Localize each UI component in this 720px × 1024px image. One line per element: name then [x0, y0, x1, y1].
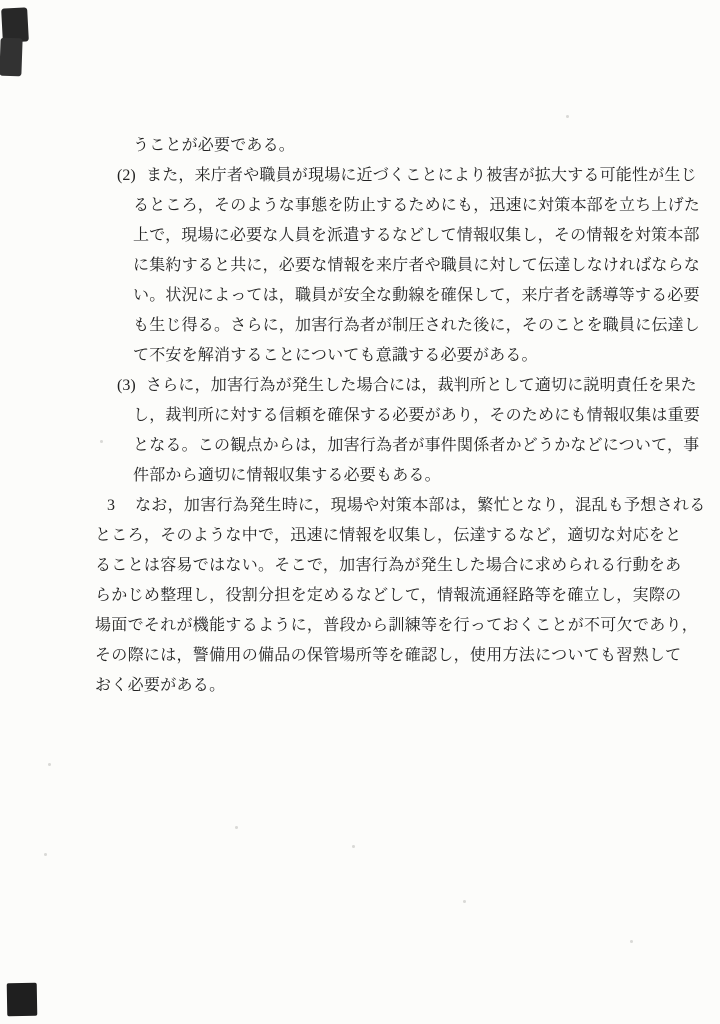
scan-speck	[566, 115, 569, 118]
text-line	[0, 401, 720, 431]
text-line	[0, 671, 720, 701]
line-text: さらに，加害行為が発生した場合には，裁判所として適切に説明責任を果た	[146, 377, 697, 394]
line-text: ることは容易ではない。そこで，加害行為が発生した場合に求められる行動をあ	[95, 557, 682, 574]
scan-speck	[463, 900, 466, 903]
line-text: おく必要がある。	[95, 677, 226, 694]
scan-speck	[352, 845, 355, 848]
text-line	[0, 521, 720, 551]
text-line	[0, 641, 720, 671]
document-text-block	[0, 131, 720, 701]
line-text: その際には，警備用の備品の保管場所等を確認し，使用方法についても習熟して	[95, 647, 682, 664]
text-line	[0, 581, 720, 611]
text-line	[0, 191, 720, 221]
list-marker: (2)	[117, 167, 136, 184]
line-text: るところ，そのような事態を防止するためにも，迅速に対策本部を立ち上げた	[133, 197, 701, 214]
line-text: なお，加害行為発生時に，現場や対策本部は，繁忙となり，混乱も予想される	[135, 497, 706, 514]
line-text: ところ，そのような中で，迅速に情報を収集し，伝達するなど，適切な対応をと	[95, 527, 682, 544]
line-text: となる。この観点からは，加害行為者が事件関係者かどうかなどについて，事	[133, 437, 700, 454]
scan-speck	[44, 853, 47, 856]
text-line	[0, 281, 720, 311]
text-line	[0, 131, 720, 161]
text-line	[0, 251, 720, 281]
text-line	[0, 311, 720, 341]
list-marker: (3)	[117, 377, 136, 394]
scan-speck	[630, 940, 633, 943]
line-text: 場面でそれが機能するように，普段から訓練等を行っておくことが不可欠であり，	[95, 617, 699, 634]
text-line	[0, 161, 720, 191]
line-text: し，裁判所に対する信頼を確保する必要があり，そのためにも情報収集は重要	[133, 407, 701, 424]
text-line	[0, 341, 720, 371]
line-text: に集約すると共に，必要な情報を来庁者や職員に対して伝達しなければならな	[133, 257, 701, 274]
text-line	[0, 461, 720, 491]
text-line	[0, 611, 720, 641]
text-line	[0, 491, 720, 521]
text-line	[0, 431, 720, 461]
line-text: また，来庁者や職員が現場に近づくことにより被害が拡大する可能性が生じ	[146, 167, 697, 184]
line-text: も生じ得る。さらに，加害行為者が制圧された後に，そのことを職員に伝達し	[133, 317, 701, 334]
line-text: らかじめ整理し，役割分担を定めるなどして，情報流通経路等を確立し，実際の	[95, 587, 682, 604]
line-text: うことが必要である。	[133, 137, 296, 154]
line-text: て不安を解消することについても意識する必要がある。	[133, 347, 538, 364]
scan-artifact-top-left-lower	[0, 38, 23, 77]
text-line	[0, 221, 720, 251]
scan-speck	[48, 763, 51, 766]
scan-artifact-bottom-left	[7, 983, 38, 1017]
line-text: 上で，現場に必要な人員を派遣するなどして情報収集し，その情報を対策本部	[133, 227, 700, 244]
text-line	[0, 371, 720, 401]
line-text: い。状況によっては，職員が安全な動線を確保して，来庁者を誘導等する必要	[133, 287, 700, 304]
line-text: 件部から適切に情報収集する必要もある。	[133, 467, 441, 484]
text-line	[0, 551, 720, 581]
list-marker: 3	[107, 497, 116, 514]
scan-speck	[235, 826, 238, 829]
